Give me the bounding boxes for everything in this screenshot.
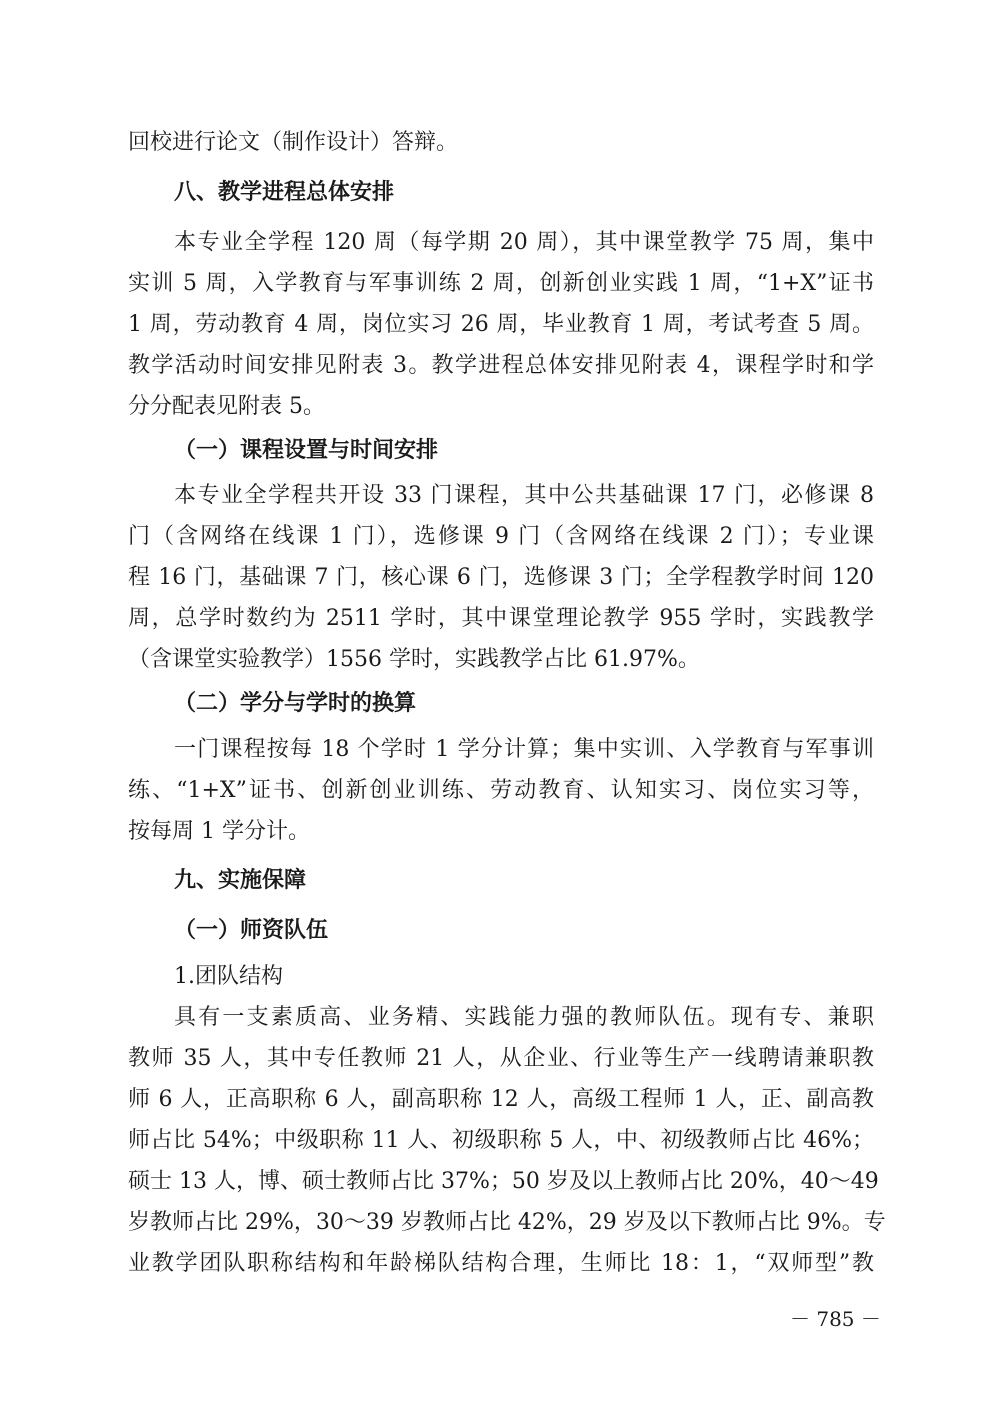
body-line: 教师 35 人，其中专任教师 21 人，从企业、行业等生产一线聘请兼职教 bbox=[128, 1046, 874, 1071]
body-line: 1 周，劳动教育 4 周，岗位实习 26 周，毕业教育 1 周，考试考查 5 周。 bbox=[128, 312, 874, 337]
body-line: 一门课程按每 18 个学时 1 学分计算；集中实训、入学教育与军事训 bbox=[174, 737, 874, 762]
section-heading: 九、实施保障 bbox=[174, 868, 307, 893]
body-line: 岁教师占比 29%，30～39 岁教师占比 42%，29 岁及以下教师占比 9%。专 bbox=[128, 1210, 886, 1235]
body-line: 练、“1+X”证书、创新创业训练、劳动教育、认知实习、岗位实习等， bbox=[128, 778, 874, 803]
body-line: 周，总学时数约为 2511 学时，其中课堂理论教学 955 学时，实践教学 bbox=[128, 606, 874, 631]
body-line: 实训 5 周，入学教育与军事训练 2 周，创新创业实践 1 周，“1+X”证书 bbox=[128, 271, 874, 296]
page-number: － 785 － bbox=[790, 1307, 881, 1331]
subsection-heading: （一）课程设置与时间安排 bbox=[174, 438, 439, 463]
body-line: 具有一支素质高、业务精、实践能力强的教师队伍。现有专、兼职 bbox=[174, 1005, 874, 1030]
body-line: 教学活动时间安排见附表 3。教学进程总体安排见附表 4，课程学时和学 bbox=[128, 353, 874, 378]
body-line: 本专业全学程共开设 33 门课程，其中公共基础课 17 门，必修课 8 bbox=[174, 483, 874, 508]
body-line: 硕士 13 人，博、硕士教师占比 37%；50 岁及以上教师占比 20%，40～49 bbox=[128, 1169, 879, 1194]
subsection-heading: （一）师资队伍 bbox=[174, 918, 329, 943]
body-line: 分分配表见附表 5。 bbox=[128, 394, 325, 419]
body-line: 本专业全学程 120 周（每学期 20 周），其中课堂教学 75 周，集中 bbox=[174, 230, 874, 255]
body-line: 师占比 54%；中级职称 11 人、初级职称 5 人，中、初级教师占比 46%； bbox=[128, 1128, 874, 1153]
body-line: 回校进行论文（制作设计）答辩。 bbox=[128, 130, 459, 155]
section-heading: 八、教学进程总体安排 bbox=[174, 180, 395, 205]
subsection-heading: （二）学分与学时的换算 bbox=[174, 691, 417, 716]
body-line: 业教学团队职称结构和年龄梯队结构合理，生师比 18：1，“双师型”教 bbox=[128, 1251, 874, 1276]
body-line: 程 16 门，基础课 7 门，核心课 6 门，选修课 3 门；全学程教学时间 120 bbox=[128, 565, 874, 590]
body-line: （含课堂实验教学）1556 学时，实践教学占比 61.97%。 bbox=[128, 647, 700, 672]
body-line: 门（含网络在线课 1 门），选修课 9 门（含网络在线课 2 门）；专业课 bbox=[128, 524, 874, 549]
body-line: 师 6 人，正高职称 6 人，副高职称 12 人，高级工程师 1 人，正、副高教 bbox=[128, 1087, 874, 1112]
body-line: 按每周 1 学分计。 bbox=[128, 819, 310, 844]
item-heading: 1.团队结构 bbox=[174, 964, 283, 989]
